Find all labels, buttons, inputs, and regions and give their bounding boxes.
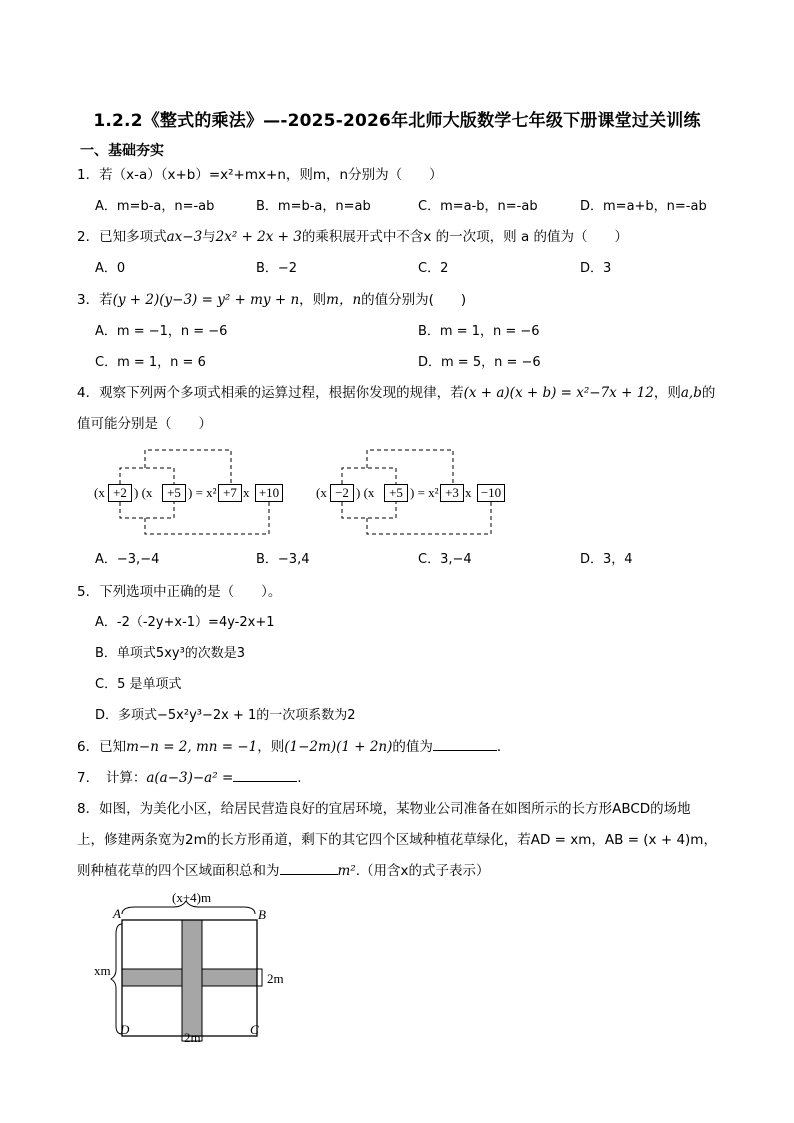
q8-answer-blank[interactable] — [280, 862, 338, 875]
q4-d2-text-2: ) (x — [356, 485, 375, 500]
q5-option-a[interactable]: A．-2（-2y+x-1）=4y-2x+1 — [95, 615, 275, 630]
q8-bottom-width-label: 2m — [184, 1030, 201, 1045]
question-8-line-3 — [77, 862, 490, 880]
question-8-line-1: 8．如图，为美化小区，给居民营造良好的宜居环境，某物业公司准备在如图所示的长方形ABCD的场地 — [77, 801, 691, 817]
q4-d2-box-3: +3 — [440, 484, 464, 502]
q6-text-mid: ，则 — [257, 739, 285, 755]
q4-d1-text-1: (x — [94, 485, 105, 500]
q8-top-length-label: (x+4)m — [172, 890, 212, 905]
q8-corner-a: A — [113, 906, 121, 921]
q4-d2-text-1: (x — [316, 485, 327, 500]
q4-d1-box-2: +5 — [162, 484, 186, 502]
q4-text-mid: ，则 — [653, 385, 681, 401]
q1-option-a[interactable]: A．m=b-a，n=-ab — [95, 199, 215, 214]
q4-option-d[interactable]: D．3，4 — [580, 552, 633, 567]
q2-option-d[interactable]: D．3 — [580, 261, 612, 276]
q2-option-a[interactable]: A．0 — [95, 261, 126, 276]
q5-option-c[interactable]: C．5 是单项式 — [95, 677, 182, 692]
question-5-stem: 5．下列选项中正确的是（ ）。 — [77, 584, 282, 600]
question-8-line-2: 上，修建两条宽为2m的长方形甬道，剩下的其它四个区域种植花草绿化，若AD = xm，AB = (x + 4)m， — [77, 832, 717, 848]
q3-text-post: 的值分别为( ) — [361, 292, 467, 308]
q4-text-post: 的 — [701, 385, 716, 401]
q4-text-pre: 4．观察下列两个多项式相乘的运算过程，根据你发现的规律，若 — [77, 385, 464, 401]
q2-text-post: 的乘积展开式中不含x 的一次项，则 a 的值为（ ） — [301, 229, 629, 245]
q3-text-mid: ，则 — [299, 292, 327, 308]
q8-unit: m² — [337, 863, 356, 879]
q2-expr-1: ax−3 — [166, 229, 203, 245]
q3-expr: (y + 2)(y−3) = y² + my + n — [112, 292, 300, 308]
q8-corner-b: B — [258, 907, 266, 922]
q8-corner-c: C — [250, 1022, 259, 1037]
q4-option-c[interactable]: C．3,−4 — [418, 552, 472, 567]
q4-d1-box-1: +2 — [108, 484, 132, 502]
q5-option-d[interactable]: D．多项式−5x²y³−2x + 1的一次项系数为2 — [95, 708, 356, 723]
q6-answer-blank[interactable] — [433, 738, 497, 751]
question-1-stem: 1．若（x-a）（x+b）=x²+mx+n，则m，n分别为（ ） — [77, 167, 443, 183]
q3-option-a[interactable]: A．m = −1，n = −6 — [95, 324, 228, 339]
q5-option-b[interactable]: B．单项式5xy³的次数是3 — [95, 646, 246, 661]
q8-left-length-label: xm — [94, 963, 111, 978]
q2-expr-2: 2x² + 2x + 3 — [215, 229, 302, 245]
q8-text-pre: 则种植花草的四个区域面积总和为 — [77, 863, 280, 879]
q4-d2-text-4: x — [465, 485, 472, 500]
q4-d1-text-4: x — [243, 485, 250, 500]
q4-d1-text-3: ) = x² — [188, 485, 217, 500]
question-2-stem — [77, 228, 628, 246]
q2-option-c[interactable]: C．2 — [418, 261, 449, 276]
vertical-road — [182, 920, 202, 1036]
q1-option-c[interactable]: C．m=a-b，n=-ab — [418, 199, 538, 214]
q3-option-d[interactable]: D．m = 5，n = −6 — [418, 355, 541, 370]
q2-text-pre: 2．已知多项式 — [77, 229, 167, 245]
question-6-stem — [77, 738, 510, 756]
q4-d2-box-1: −2 — [330, 484, 354, 502]
q1-option-d[interactable]: D．m=a+b，n=-ab — [580, 199, 707, 214]
q6-text-pre: 6．已知 — [77, 739, 127, 755]
q4-expr: (x + a)(x + b) = x²−7x + 12 — [463, 385, 654, 401]
q4-d2-box-2: +5 — [384, 484, 408, 502]
q7-answer-blank[interactable] — [233, 769, 297, 782]
q6-text-post: 的值为 — [392, 739, 433, 755]
q8-text-post: .（用含x的式子表示） — [355, 863, 490, 879]
question-3-stem — [77, 291, 466, 309]
page-title: 1.2.2《整式的乘法》—-2025-2026年北师大版数学七年级下册课堂过关训练 — [93, 111, 701, 131]
q2-text-mid: 与 — [202, 229, 216, 245]
q4-option-a[interactable]: A．−3,−4 — [95, 552, 160, 567]
q1-option-b[interactable]: B．m=b-a，n=ab — [256, 199, 371, 214]
q6-text-end: ． — [496, 739, 511, 755]
q4-option-b[interactable]: B．−3,4 — [256, 552, 310, 567]
q3-vars: m，n — [326, 292, 362, 308]
q4-d2-box-4: −10 — [477, 484, 505, 502]
question-4-stem-line-2: 值可能分别是（ ） — [77, 416, 212, 432]
q8-corner-d: D — [120, 1022, 130, 1037]
q2-option-b[interactable]: B．−2 — [256, 261, 298, 276]
q4-d1-text-2: ) (x — [134, 485, 153, 500]
q4-d1-box-3: +7 — [218, 484, 242, 502]
q3-text-pre: 3．若 — [77, 292, 113, 308]
q6-expr: m−n = 2, mn = −1 — [126, 739, 258, 755]
q4-d2-text-3: ) = x² — [410, 485, 439, 500]
q7-text-pre: 7． 计算： — [77, 770, 147, 786]
q4-d1-box-4: +10 — [255, 484, 283, 502]
section-heading: 一、基础夯实 — [80, 143, 164, 159]
q3-option-c[interactable]: C．m = 1，n = 6 — [95, 355, 206, 370]
q3-option-b[interactable]: B．m = 1，n = −6 — [418, 324, 540, 339]
q7-expr: a(a−3)−a² = — [146, 770, 234, 786]
question-4-stem — [77, 384, 715, 402]
q8-right-width-label: 2m — [267, 971, 284, 986]
q7-text-end: . — [297, 770, 302, 786]
q6-expr-2: (1−2m)(1 + 2n) — [284, 739, 393, 755]
question-7-stem — [77, 769, 302, 787]
q4-vars: a,b — [680, 385, 702, 401]
